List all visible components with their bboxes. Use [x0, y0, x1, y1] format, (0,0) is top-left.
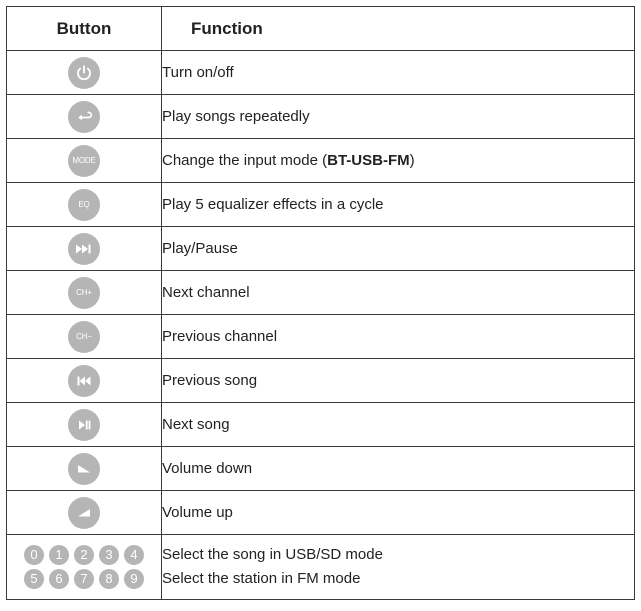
table-row: [7, 271, 635, 315]
number-key-8: 8: [99, 569, 119, 589]
table-row: [7, 447, 635, 491]
number-key-6: 6: [49, 569, 69, 589]
function-text: [162, 535, 635, 600]
table-row: [7, 403, 635, 447]
table-row: [7, 95, 635, 139]
function-line-usb: Select the song in USB/SD mode: [162, 546, 383, 563]
channel-down-label: CH−: [76, 332, 92, 341]
next-song-icon: [68, 409, 100, 441]
header-function: Function: [162, 7, 635, 51]
eq-label: EQ: [78, 200, 90, 209]
channel-up-label: CH+: [76, 288, 92, 297]
mode-label: MODE: [72, 156, 96, 165]
number-key-1: 1: [49, 545, 69, 565]
table-row: [7, 183, 635, 227]
number-key-2: 2: [74, 545, 94, 565]
table-row: [7, 315, 635, 359]
repeat-icon: [68, 101, 100, 133]
number-row-bottom: [24, 569, 144, 589]
header-row: [7, 7, 635, 51]
table-row: [7, 51, 635, 95]
button-function-table: [6, 6, 635, 600]
number-key-0: 0: [24, 545, 44, 565]
number-key-4: 4: [124, 545, 144, 565]
table-row: [7, 227, 635, 271]
number-key-3: 3: [99, 545, 119, 565]
function-text: Play songs repeatedly: [162, 95, 635, 139]
table-row: [7, 359, 635, 403]
eq-icon: [68, 189, 100, 221]
function-text: Play 5 equalizer effects in a cycle: [162, 183, 635, 227]
input-modes: BT-USB-FM: [327, 151, 410, 169]
function-text: Turn on/off: [162, 51, 635, 95]
volume-up-icon: [68, 497, 100, 529]
function-text: Volume up: [162, 491, 635, 535]
channel-down-icon: [68, 321, 100, 353]
number-keys: [24, 545, 144, 589]
function-text: Previous channel: [162, 315, 635, 359]
number-key-7: 7: [74, 569, 94, 589]
function-text: Play/Pause: [162, 227, 635, 271]
number-key-5: 5: [24, 569, 44, 589]
channel-up-icon: [68, 277, 100, 309]
function-text: Previous song: [162, 359, 635, 403]
mode-icon: [68, 145, 100, 177]
number-row-top: [24, 545, 144, 565]
table-row: [7, 535, 635, 600]
power-icon: [68, 57, 100, 89]
function-text: Next song: [162, 403, 635, 447]
function-text: Volume down: [162, 447, 635, 491]
function-line-fm: Select the station in FM mode: [162, 570, 361, 587]
function-text: Change the input mode (BT-USB-FM): [162, 139, 635, 183]
table-row: [7, 491, 635, 535]
previous-song-icon: [68, 365, 100, 397]
volume-down-icon: [68, 453, 100, 485]
play-pause-icon: [68, 233, 100, 265]
table-row: [7, 139, 635, 183]
function-text: Next channel: [162, 271, 635, 315]
number-key-9: 9: [124, 569, 144, 589]
header-button: Button: [7, 7, 162, 51]
